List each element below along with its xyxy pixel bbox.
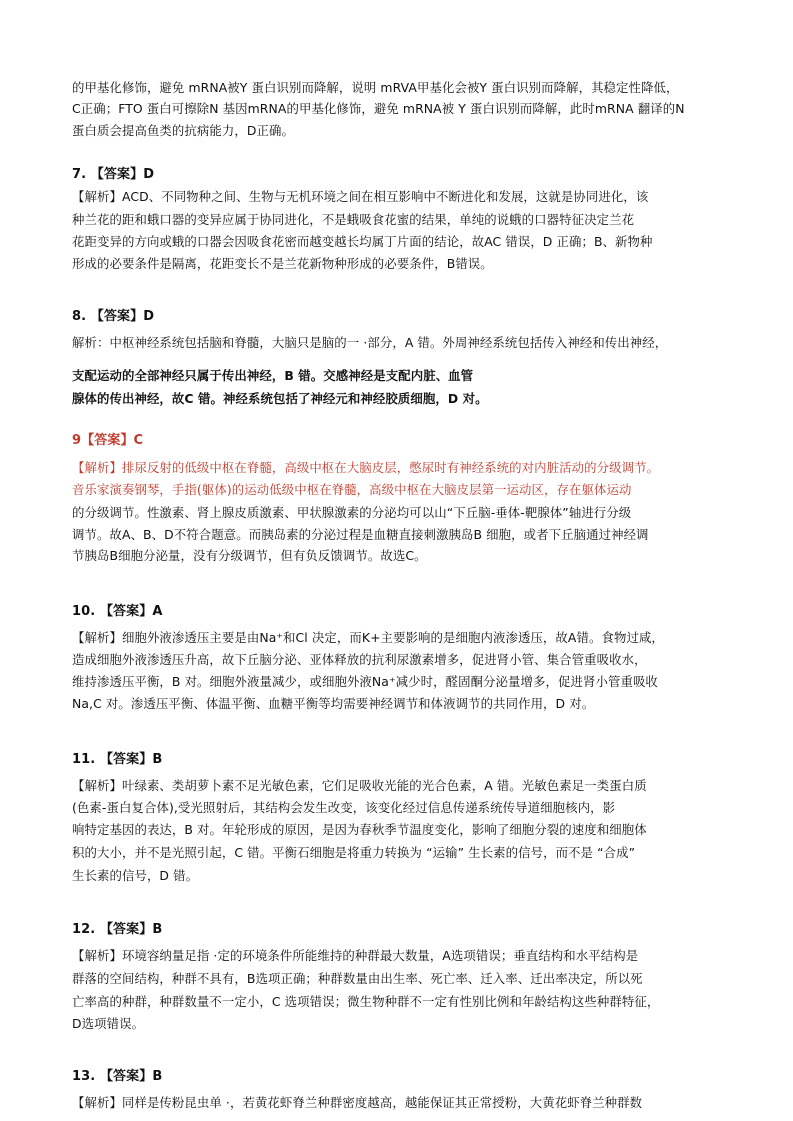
explanation-line: 【解析】排尿反射的低级中枢在脊髓，高级中枢在大脑皮层，憋尿时有神经系统的对内脏活动的分级调节。 [72, 460, 660, 475]
explanation-line: 的甲基化修饰，避免 mRNA被Y 蛋白识别而降解，说明 mRVA甲基化会被Y 蛋白识别而降解，其稳定性降低， [72, 80, 679, 95]
answer-heading: 13. 【答案】B [72, 1069, 163, 1084]
explanation-line: (色素-蛋白复合体),受光照射后，其结构会发生改变，该变化经过信息传递系统传导道细胞核内，影 [72, 800, 616, 815]
explanation-line: 音乐家演奏钢琴，手指(躯体)的运动低级中枢在脊髓，高级中枢在大脑皮层第一运动区，存在躯体运动 [72, 482, 632, 497]
explanation-line: 的分级调节。性激素、肾上腺皮质激素、甲状腺激素的分泌均可以山“下丘脑-垂体-靶腺体”轴进行分级 [72, 505, 632, 520]
explanation-line: D选项错误。 [72, 1016, 145, 1031]
explanation-line: 调节。故A、B、D不符合题意。而胰岛素的分泌过程是血糖直接刺激胰岛B 细胞，或者下丘脑通过神经调 [72, 527, 649, 542]
explanation-line: 【解析】细胞外液渗透压主要是由Na⁺和Cl 决定，而K+主要影响的是细胞内液渗透压，故A错。食物过咸， [72, 630, 664, 645]
explanation-line: 群落的空间结构，种群不具有，B选项正确；种群数量由出生率、死亡率、迁入率、迁出率决定，所以死 [72, 971, 643, 986]
explanation-line: 解析：中枢神经系统包括脑和脊髓，大脑只是脑的一 ·部分，A 错。外周神经系统包括传入神经和传出神经， [72, 335, 668, 350]
explanation-line: 【解析】同样是传粉昆虫单 ·，若黄花虾脊兰种群密度越高，越能保证其正常授粉，大黄花虾脊兰种群数 [72, 1095, 643, 1110]
explanation-line: 蛋白质会提高鱼类的抗病能力，D正确。 [72, 123, 294, 138]
explanation-line: 造成细胞外液渗透压升高，故下丘脑分泌、亚体释放的抗利尿激素增多，促进肾小管、集合管重吸收水， [72, 652, 647, 667]
explanation-line: 花距变异的方向或蛾的口器会因吸食花密而越变越长均属丁片面的结论，故AC 错误，D 正确；B、新物种 [72, 234, 653, 249]
explanation-line: 【解析】环境容纳量足指 ·定的环境条件所能维持的种群最大数量，A选项错误；垂直结构和水平结构是 [72, 948, 639, 963]
explanation-line-bold: 腺体的传出神经，故C 错。神经系统包括了神经元和神经胶质细胞，D 对。 [72, 391, 488, 406]
answer-heading: 8. 【答案】D [72, 309, 155, 324]
explanation-line: 维持渗透压平衡，B 对。细胞外液量减少，或细胞外液Na⁺减少时，醛固酮分泌量增多，促进肾小管重吸收 [72, 674, 658, 689]
explanation-line: 【解析】叶绿素、类胡萝卜素不足光敏色素，它们足吸收光能的光合色素，A 错。光敏色素足一类蛋白质 [72, 778, 647, 793]
answer-heading: 12. 【答案】B [72, 922, 163, 937]
explanation-line: C正确；FTO 蛋白可擦除N 基因mRNA的甲基化修饰，避免 mRNA被 Y 蛋白识别而降解，此时mRNA 翻译的N [72, 101, 685, 116]
explanation-line: 种兰花的距和蛾口器的变异应属于协同进化，不是蛾吸食花蜜的结果，单纯的说蛾的口器特征决定兰花 [72, 212, 635, 227]
answer-heading: 7. 【答案】D [72, 167, 155, 182]
explanation-line: 【解析】ACD、不同物种之间、生物与无机环境之间在相互影响中不断进化和发展，这就是协同进化，该 [72, 189, 649, 204]
answer-heading: 9【答案】C [72, 433, 144, 448]
explanation-line-bold: 支配运动的全部神经只属于传出神经，B 错。交感神经是支配内脏、血管 [72, 368, 474, 383]
explanation-line: 节胰岛B细胞分泌量，没有分级调节，但有负反馈调节。故选C。 [72, 548, 427, 563]
answer-heading: 10. 【答案】A [72, 604, 163, 619]
explanation-line: Na,C 对。渗透压平衡、体温平衡、血糖平衡等均需要神经调节和体液调节的共同作用，D 对。 [72, 696, 595, 711]
explanation-line: 形成的必要条件是隔离，花距变长不是兰花新物种形成的必要条件，B错误。 [72, 256, 493, 271]
explanation-line: 响特定基因的表达，B 对。年轮形成的原因，是因为春秋季节温度变化，影响了细胞分裂的速度和细胞体 [72, 822, 647, 837]
explanation-line: 亡率高的种群，种群数量不一定小，C 选项错误；微生物种群不一定有性别比例和年龄结构这些种群特征， [72, 994, 660, 1009]
answer-heading: 11. 【答案】B [72, 752, 163, 767]
explanation-line: 积的大小，并不是光照引起，C 错。平衡石细胞是将重力转换为 “运输” 生长素的信号，而不是 “合成” [72, 845, 636, 860]
explanation-line: 生长素的信号，D 错。 [72, 868, 199, 883]
